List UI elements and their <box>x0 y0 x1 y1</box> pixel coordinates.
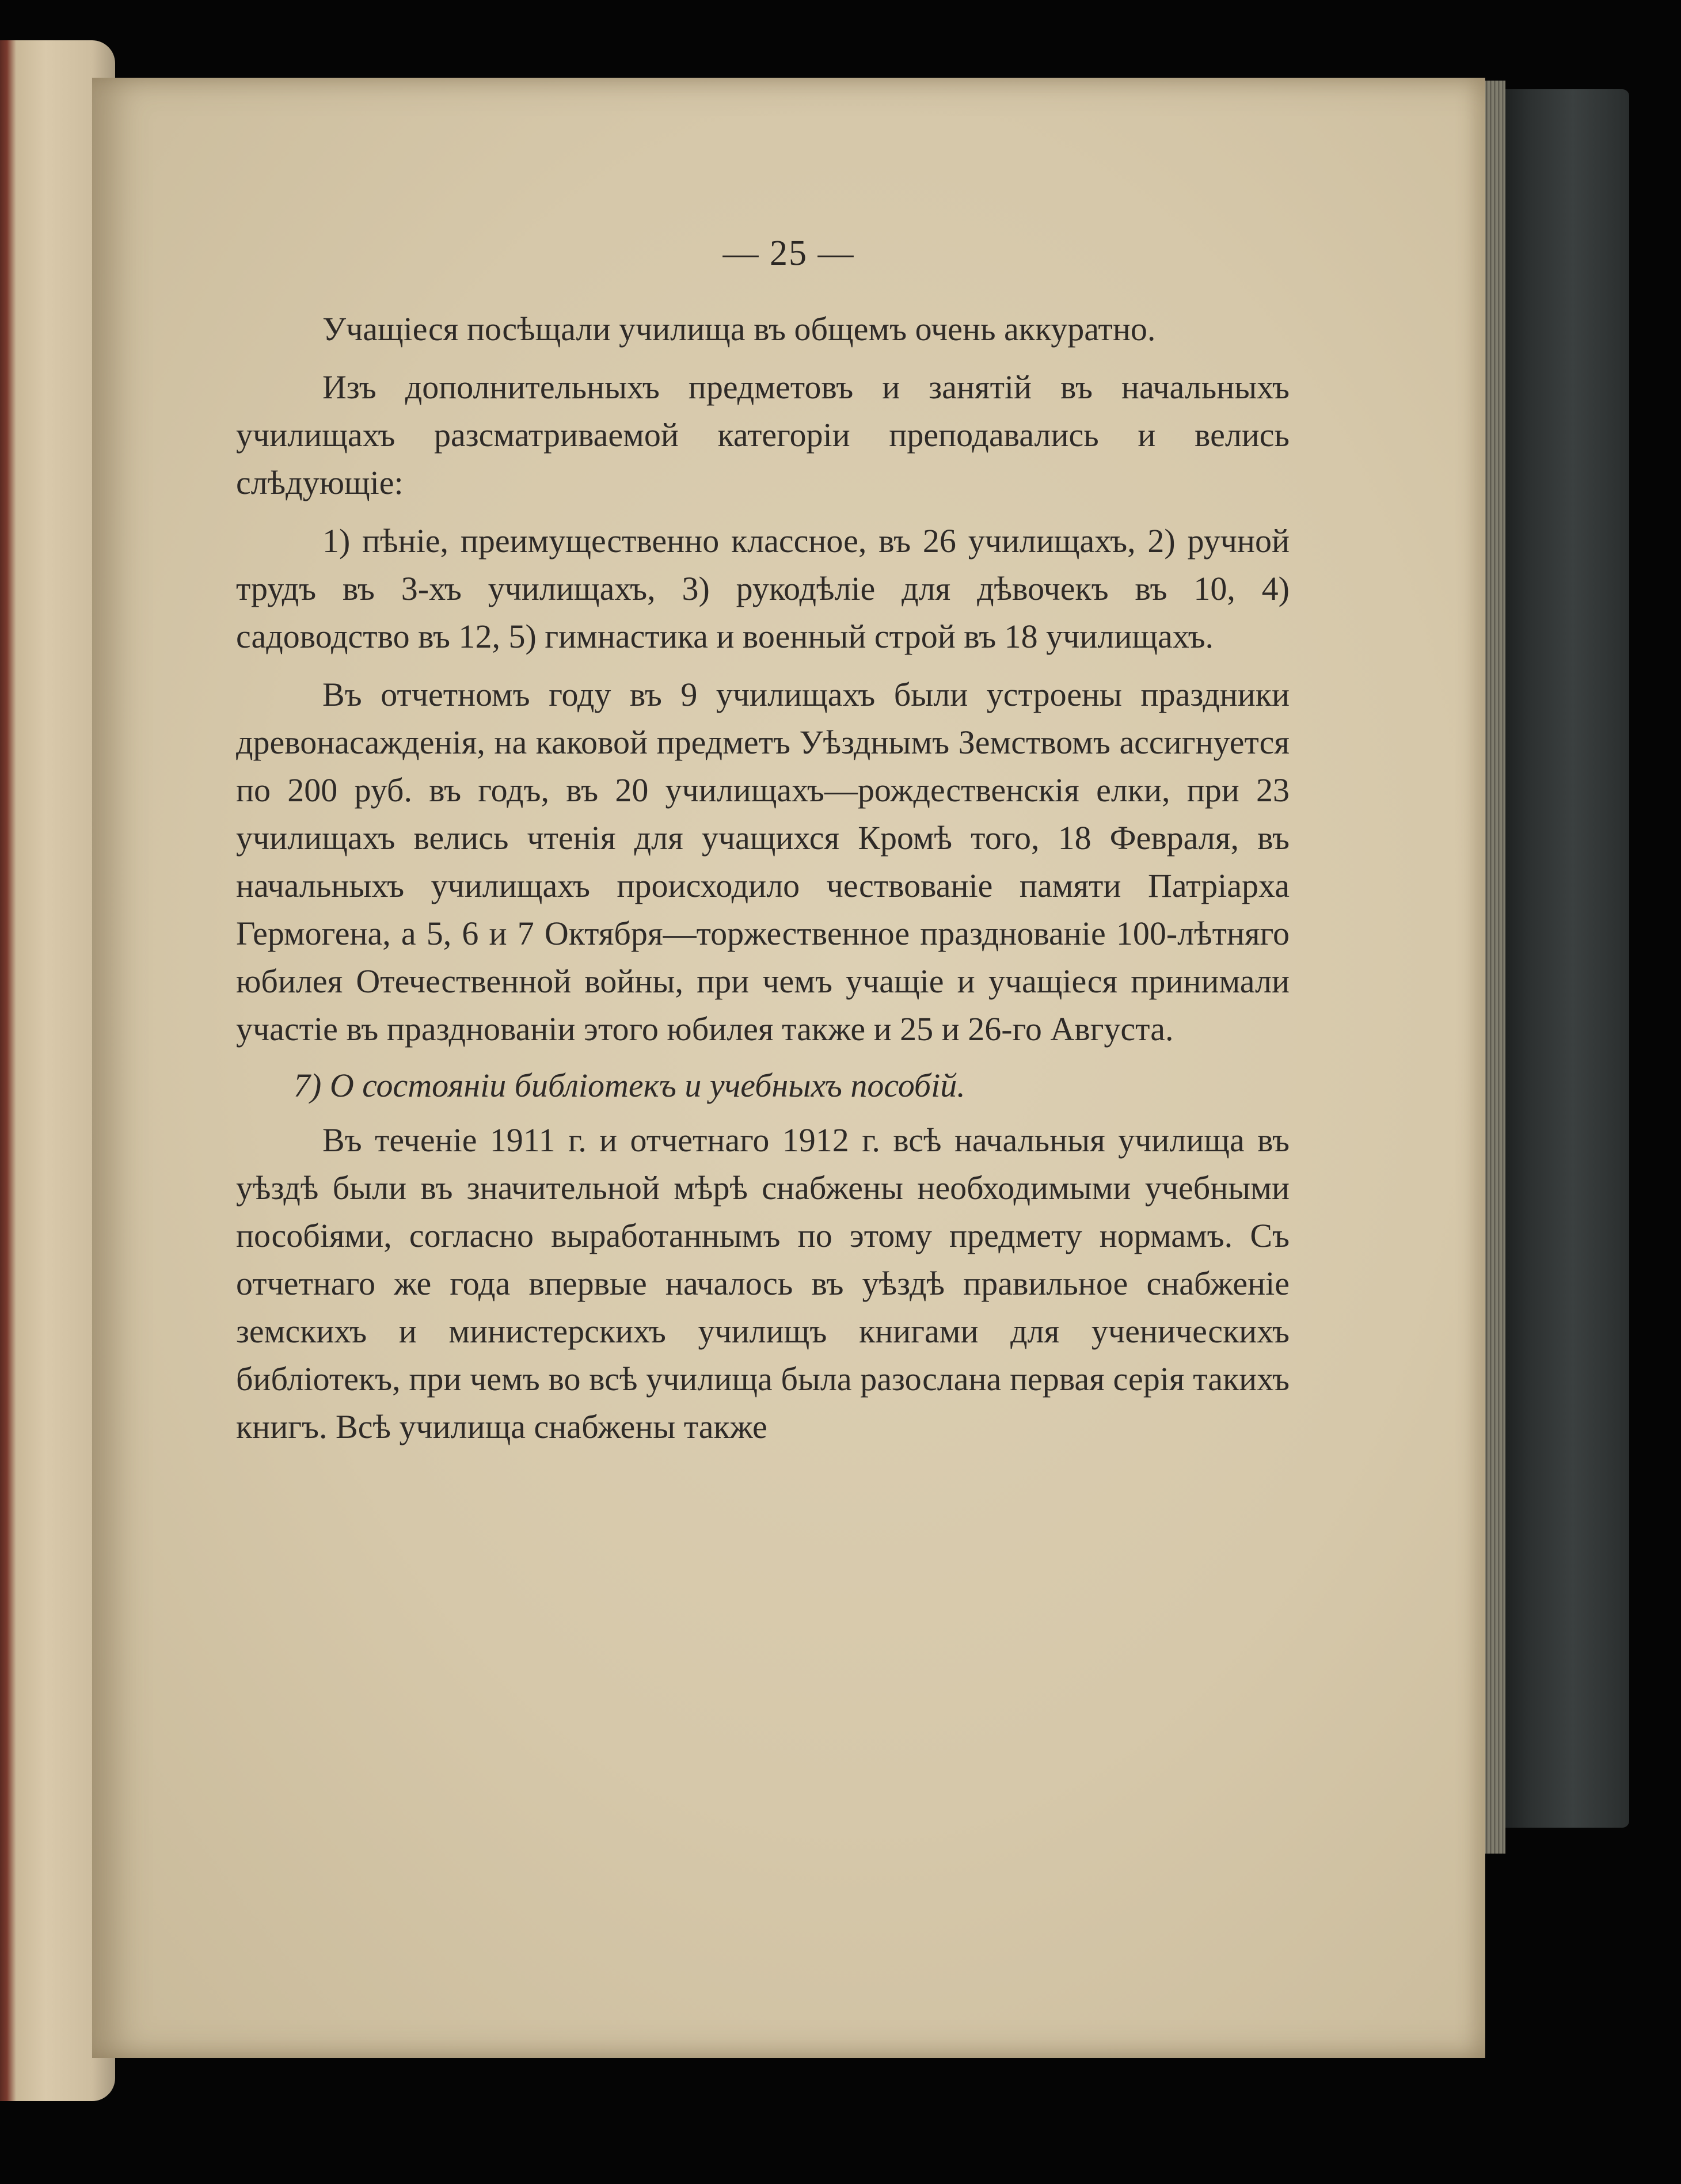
section-heading: 7) О состояніи библіотекъ и учебныхъ пособій. <box>294 1067 965 1104</box>
page-text <box>236 305 1290 1451</box>
paragraph-libraries: Въ теченіе 1911 г. и отчетнаго 1912 г. всѣ начальныя училища въ уѣздѣ были въ значительной мѣрѣ снабжены необходимыми учебными пособіями, согласно выработаннымъ по этому предмету нормамъ. Съ отчетнаго же года впервые началось въ уѣздѣ правильное снабженіе земскихъ и министерскихъ училищъ книгами для ученическихъ библіотекъ, при чемъ во всѣ училища была разослана первая серія такихъ книгъ. Всѣ училища снабжены также <box>236 1121 1290 1445</box>
paragraph-subject-list: 1) пѣніе, преимущественно классное, въ 26 училищахъ, 2) ручной трудъ въ 3-хъ училищахъ, 3) рукодѣліе для дѣвочекъ въ 10, 4) садоводство въ 12, 5) гимнастика и военный строй въ 18 училищахъ. <box>236 522 1290 655</box>
paragraph-celebrations: Въ отчетномъ году въ 9 училищахъ были устроены праздники древонасажденія, на каковой предметъ Уѣзднымъ Земствомъ ассигнуется по 200 руб. въ годъ, въ 20 училищахъ—рождественскія елки, при 23 училищахъ велись чтенія для учащихся Кромѣ того, 18 Февраля, въ начальныхъ училищахъ происходило чествованіе памяти Патріарха Гермогена, а 5, 6 и 7 Октября—торжественное празднованіе 100-лѣтняго юбилея Отечественной войны, при чемъ учащіе и учащіеся принимали участіе въ празднованіи этого юбилея также и 25 и 26-го Августа. <box>236 676 1290 1048</box>
paragraph-attendance: Учащіеся посѣщали училища въ общемъ очень аккуратно. <box>322 310 1156 348</box>
book-cover <box>1488 89 1629 1828</box>
page-number: — 25 — <box>722 234 855 273</box>
book-page <box>92 78 1485 2058</box>
paragraph-extra-subjects: Изъ дополнительныхъ предметовъ и занятій въ начальныхъ училищахъ разсматриваемой категоріи преподавались и велись слѣдующіе: <box>236 368 1290 501</box>
